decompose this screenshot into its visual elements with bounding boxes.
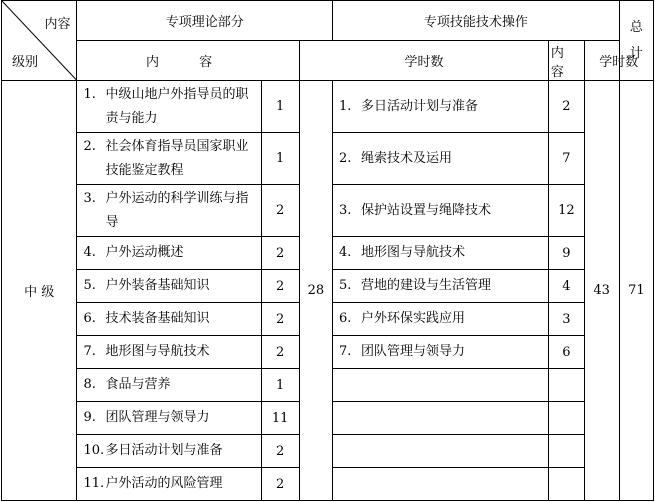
theory-item-text: 食品与营养 bbox=[105, 377, 171, 392]
skills-item-number: 1. bbox=[339, 98, 352, 114]
skills-item-hours: 2 bbox=[549, 81, 584, 133]
theory-item bbox=[77, 468, 261, 501]
corner-label-content: 内容 bbox=[44, 17, 71, 32]
theory-item-hours: 11 bbox=[261, 402, 299, 435]
theory-item bbox=[77, 303, 261, 336]
skills-item-number: 5. bbox=[339, 278, 352, 293]
theory-item-number: 5. bbox=[83, 278, 96, 293]
skills-item-hours: 3 bbox=[549, 303, 584, 336]
skills-item bbox=[333, 237, 549, 270]
theory-item bbox=[77, 81, 261, 133]
theory-item-number: 6. bbox=[83, 311, 96, 326]
skills-section-header: 专项技能技术操作 bbox=[333, 1, 620, 41]
skills-item-text: 地形图与导航技术 bbox=[361, 245, 466, 260]
theory-item-hours: 2 bbox=[261, 185, 299, 237]
theory-item-number: 11. bbox=[83, 476, 105, 491]
theory-item-hours: 1 bbox=[261, 81, 299, 133]
theory-item-text: 中级山地户外指导员的职责与能力 bbox=[105, 86, 249, 126]
skills-item-text: 绳索技术及运用 bbox=[361, 150, 453, 166]
skills-item bbox=[333, 303, 549, 336]
theory-item-hours: 2 bbox=[261, 270, 299, 303]
skills-hours-header: 学时数 bbox=[584, 41, 654, 81]
skills-item-empty bbox=[333, 435, 549, 468]
theory-item-number: 8. bbox=[83, 377, 96, 392]
level-label: 中 级 bbox=[24, 285, 55, 300]
skills-item-empty bbox=[333, 468, 549, 501]
theory-item-hours: 2 bbox=[261, 468, 299, 501]
corner-header-cell bbox=[2, 1, 77, 81]
theory-item-text: 社会体育指导员国家职业技能鉴定教程 bbox=[105, 138, 249, 178]
skills-hours-empty bbox=[549, 402, 584, 435]
theory-item-text: 团队管理与领导力 bbox=[105, 410, 210, 425]
theory-item bbox=[77, 435, 261, 468]
skills-item-hours: 4 bbox=[549, 270, 584, 303]
theory-item-number: 4. bbox=[83, 245, 96, 260]
skills-content-header: 内 容 bbox=[549, 41, 584, 81]
theory-subtotal: 28 bbox=[299, 81, 332, 501]
theory-item-hours: 2 bbox=[261, 336, 299, 369]
skills-item-number: 3. bbox=[339, 202, 352, 218]
skills-item-hours: 7 bbox=[549, 133, 584, 185]
theory-item-text: 户外活动的风险管理 bbox=[105, 476, 223, 491]
theory-item-text: 户外运动的科学训练与指导 bbox=[105, 190, 249, 230]
skills-hours-empty bbox=[549, 468, 584, 501]
theory-item-text: 户外运动概述 bbox=[105, 245, 184, 260]
theory-item-number: 10. bbox=[83, 443, 105, 458]
skills-subtotal: 43 bbox=[584, 81, 619, 501]
header-row-1 bbox=[2, 1, 654, 41]
theory-item-number: 7. bbox=[83, 344, 96, 359]
theory-item bbox=[77, 133, 261, 185]
theory-item-text: 技术装备基础知识 bbox=[105, 311, 210, 326]
skills-item-number: 2. bbox=[339, 150, 352, 166]
skills-item bbox=[333, 336, 549, 369]
skills-item-text: 保护站设置与绳降技术 bbox=[361, 202, 492, 218]
total-header-label: 总计 bbox=[629, 19, 643, 61]
theory-item-hours: 2 bbox=[261, 435, 299, 468]
skills-item-empty bbox=[333, 402, 549, 435]
theory-item-text: 多日活动计划与准备 bbox=[105, 443, 223, 458]
skills-item-hours: 6 bbox=[549, 336, 584, 369]
table-row bbox=[2, 81, 654, 133]
skills-item-text: 户外环保实践应用 bbox=[361, 311, 466, 326]
skills-item bbox=[333, 185, 549, 237]
skills-item-hours: 9 bbox=[549, 237, 584, 270]
theory-item bbox=[77, 270, 261, 303]
theory-content-header: 内 容 bbox=[77, 41, 299, 81]
theory-item-hours: 2 bbox=[261, 237, 299, 270]
grand-total: 71 bbox=[619, 81, 653, 501]
skills-item-number: 7. bbox=[339, 344, 352, 359]
theory-section-header: 专项理论部分 bbox=[77, 1, 333, 41]
skills-item-text: 营地的建设与生活管理 bbox=[361, 278, 492, 293]
skills-item bbox=[333, 270, 549, 303]
theory-item-text: 地形图与导航技术 bbox=[105, 344, 210, 359]
theory-item bbox=[77, 185, 261, 237]
theory-item-number: 9. bbox=[83, 410, 96, 425]
skills-item-text: 多日活动计划与准备 bbox=[361, 98, 479, 114]
skills-hours-empty bbox=[549, 369, 584, 402]
skills-item bbox=[333, 133, 549, 185]
theory-item-number: 1. bbox=[83, 86, 96, 102]
header-row-2 bbox=[2, 41, 654, 81]
theory-item bbox=[77, 402, 261, 435]
skills-item-text: 团队管理与领导力 bbox=[361, 344, 466, 359]
skills-item-empty bbox=[333, 369, 549, 402]
skills-item-number: 6. bbox=[339, 311, 352, 326]
theory-item-text: 户外装备基础知识 bbox=[105, 278, 210, 293]
skills-item-number: 4. bbox=[339, 245, 352, 260]
theory-item bbox=[77, 336, 261, 369]
theory-item-number: 3. bbox=[83, 190, 96, 206]
theory-hours-header: 学时数 bbox=[299, 41, 549, 81]
theory-item-number: 2. bbox=[83, 138, 96, 154]
theory-item-hours: 2 bbox=[261, 303, 299, 336]
theory-item-hours: 1 bbox=[261, 133, 299, 185]
level-cell bbox=[2, 81, 77, 501]
theory-item bbox=[77, 369, 261, 402]
corner-label-level: 级别 bbox=[12, 55, 39, 70]
curriculum-table bbox=[1, 0, 654, 501]
skills-item bbox=[333, 81, 549, 133]
theory-item-hours: 1 bbox=[261, 369, 299, 402]
skills-item-hours: 12 bbox=[549, 185, 584, 237]
skills-hours-empty bbox=[549, 435, 584, 468]
theory-item bbox=[77, 237, 261, 270]
